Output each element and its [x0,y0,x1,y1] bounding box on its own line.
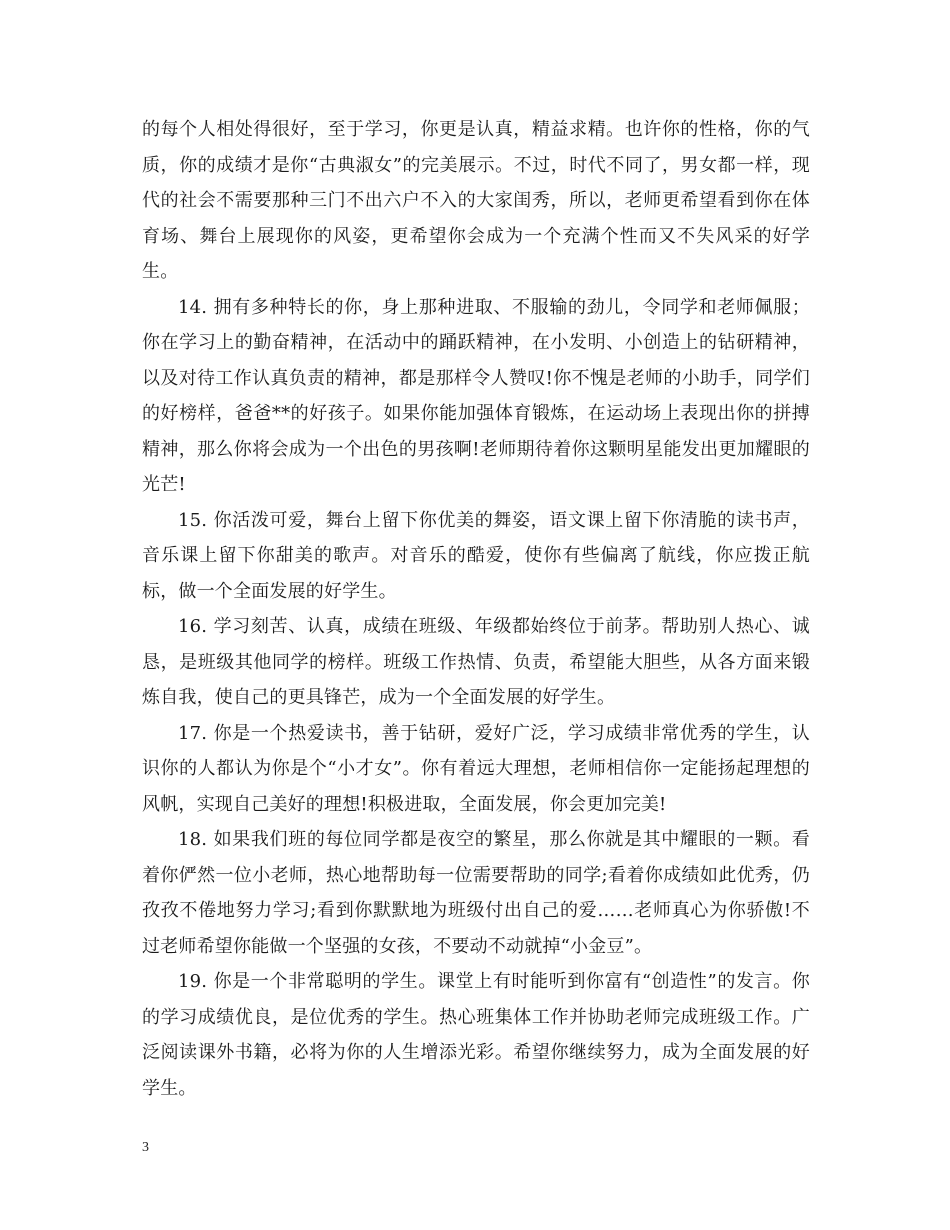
page-number: 3 [142,1140,149,1155]
paragraph-19: 19. 你是一个非常聪明的学生。课堂上有时能听到你富有“创造性”的发言。你的学习成绩优良，是位优秀的学生。热心班集体工作并协助老师完成班级工作。广泛阅读课外书籍，必将为你的人生增添光彩。希望你继续努力，成为全面发展的好学生。 [142,971,810,1099]
paragraph-14: 14. 拥有多种特长的你，身上那种进取、不服输的劲儿，令同学和老师佩服；你在学习上的勤奋精神，在活动中的踊跃精神，在小发明、小创造上的钻研精神，以及对待工作认真负责的精神，都是那样令人赞叹!你不愧是老师的小助手，同学们的好榜样，爸爸**的好孩子。如果你能加强体育锻炼，在运动场上表现出你的拼搏精神，那么你将会成为一个出色的男孩啊!老师期待着你这颗明星能发出更加耀眼的光芒! [142,296,810,495]
paragraph-16: 16. 学习刻苦、认真，成绩在班级、年级都始终位于前茅。帮助别人热心、诚恳，是班级其他同学的榜样。班级工作热情、负责，希望能大胆些，从各方面来锻炼自我，使自己的更具锋芒，成为一个全面发展的好学生。 [142,616,810,708]
paragraph-continuation: 的每个人相处得很好，至于学习，你更是认真，精益求精。也许你的性格，你的气质，你的成绩才是你“古典淑女”的完美展示。不过，时代不同了，男女都一样，现代的社会不需要那种三门不出六户不入的大家闺秀，所以，老师更希望看到你在体育场、舞台上展现你的风姿，更希望你会成为一个充满个性而又不失风采的好学生。 [142,119,810,282]
paragraph-15: 15. 你活泼可爱，舞台上留下你优美的舞姿，语文课上留下你清脆的读书声，音乐课上留下你甜美的歌声。对音乐的酷爱，使你有些偏离了航线，你应拨正航标，做一个全面发展的好学生。 [142,509,810,602]
paragraph-18: 18. 如果我们班的每位同学都是夜空的繁星，那么你就是其中耀眼的一颗。看着你俨然一位小老师，热心地帮助每一位需要帮助的同学;看着你成绩如此优秀，仍孜孜不倦地努力学习;看到你默默地为班级付出自己的爱……老师真心为你骄傲!不过老师希望你能做一个坚强的女孩，不要动不动就掉“小金豆”。 [142,829,810,957]
paragraph-17: 17. 你是一个热爱读书，善于钻研，爱好广泛，学习成绩非常优秀的学生，认识你的人都认为你是个“小才女”。你有着远大理想，老师相信你一定能扬起理想的风帆，实现自己美好的理想!积极进取，全面发展，你会更加完美! [142,722,810,815]
document-body [142,112,810,1106]
